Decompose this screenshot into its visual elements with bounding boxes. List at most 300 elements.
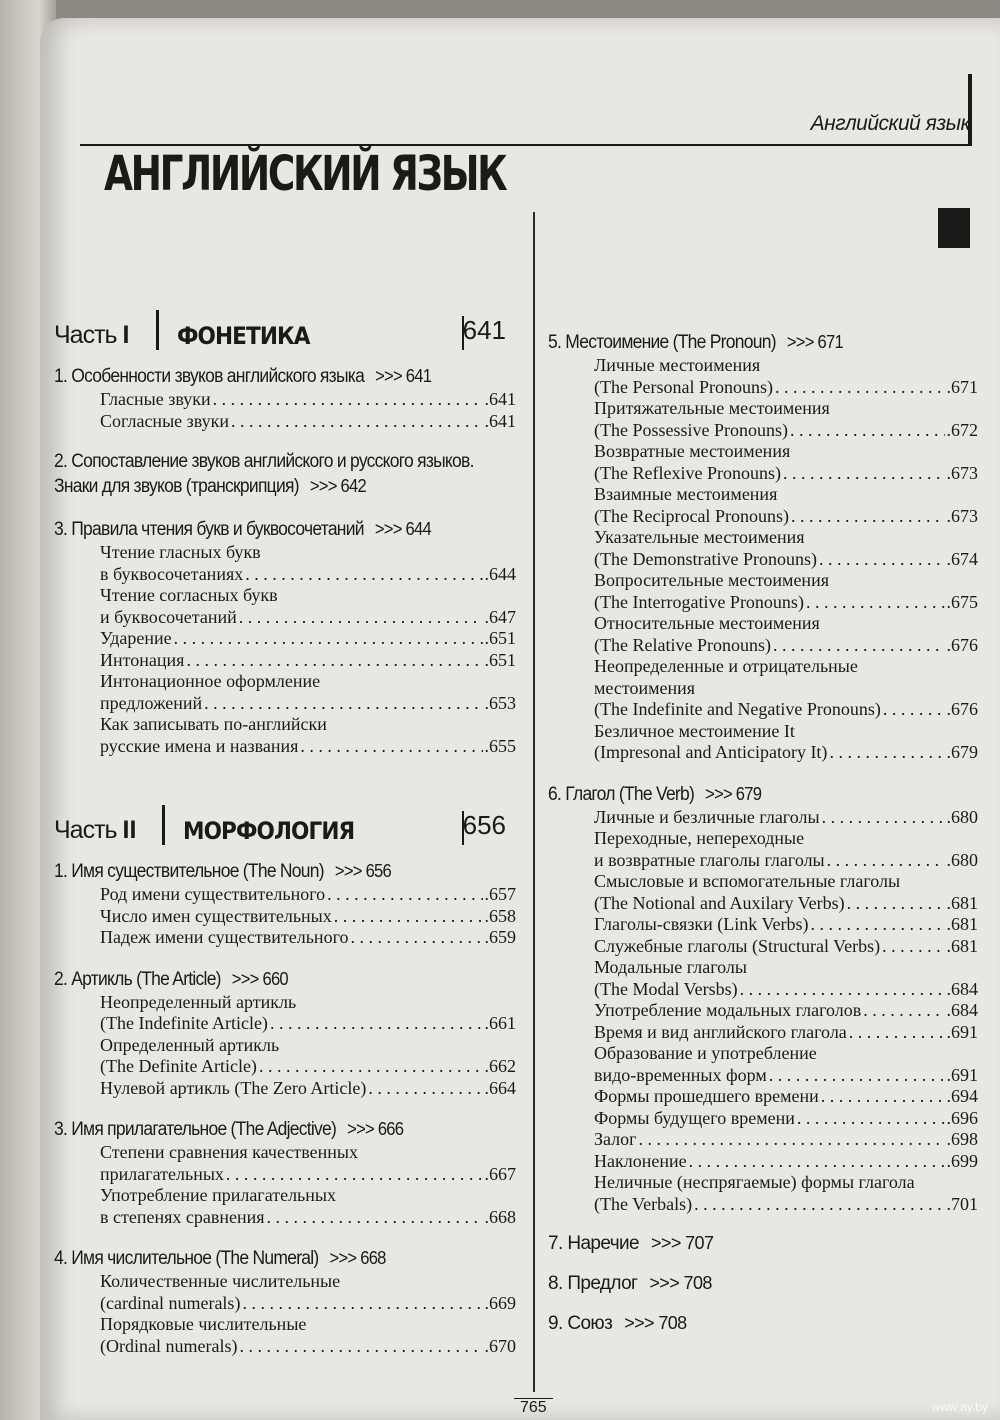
dot-leader <box>882 936 944 958</box>
entry-last-line <box>594 1194 978 1216</box>
entry-text: (The Reciprocal Pronouns) <box>594 505 789 526</box>
part-word: Часть <box>54 816 117 844</box>
simple-chapter <box>548 1233 978 1255</box>
entry-text: в буквосочетаниях <box>100 563 244 584</box>
entry-page: .647 <box>484 606 516 627</box>
entry-page: .679 <box>946 742 978 762</box>
entry-list <box>100 884 516 949</box>
part-divider <box>162 805 165 845</box>
entry-last-line <box>594 635 978 657</box>
toc-entry <box>594 1129 978 1151</box>
part-page: 641 <box>462 315 506 345</box>
toc-entry <box>100 1185 516 1228</box>
entry-page: .671 <box>946 376 978 397</box>
entry-text: (The Relative Pronouns) <box>594 634 771 655</box>
entry-list <box>594 355 978 764</box>
entry-page: .670 <box>484 1335 516 1356</box>
entry-text: Ударение <box>100 628 172 648</box>
toc-chapter <box>54 1246 516 1357</box>
dot-leader <box>883 699 945 721</box>
dot-leader <box>790 420 945 442</box>
entry-text: Безличное местоимение It <box>594 720 795 741</box>
entry-text: Образование и употребление <box>594 1043 817 1063</box>
dot-leader <box>242 1293 482 1315</box>
chapter-title <box>54 450 479 499</box>
dot-leader <box>270 1013 483 1035</box>
entry-page: .680 <box>946 806 978 827</box>
toc-entry <box>100 389 516 411</box>
entry-last-line <box>594 1022 978 1044</box>
chapter-title-text: 1. Особенности звуков английского языка <box>54 366 365 387</box>
entry-text: (The Definite Article) <box>100 1056 257 1076</box>
dot-leader <box>639 1129 945 1151</box>
entry-text: Определенный артикль <box>100 1034 280 1055</box>
dot-leader <box>186 650 482 672</box>
dot-leader <box>827 850 945 872</box>
chapter-page-ref: >>> 666 <box>347 1119 404 1139</box>
dot-leader <box>829 742 944 764</box>
entry-text: Личные и безличные глаголы <box>594 806 820 827</box>
entry-text: и возвратные глаголы глаголы <box>594 849 825 870</box>
entry-text: Порядковые числительные <box>100 1314 307 1334</box>
toc-entry <box>100 628 516 650</box>
part-heading <box>54 785 516 845</box>
dot-leader <box>740 979 945 1001</box>
toc-entry <box>100 1035 516 1078</box>
entry-text: Количественные числительные <box>100 1271 341 1291</box>
chapter-title <box>54 967 479 992</box>
toc-entry <box>100 884 516 906</box>
toc-entry <box>594 914 978 936</box>
toc-entry <box>100 1142 516 1185</box>
chapter-title <box>54 517 479 542</box>
toc-entry <box>594 957 978 1000</box>
dot-leader <box>797 1108 945 1130</box>
dot-leader <box>806 592 945 614</box>
entry-text: Залог <box>594 1129 637 1149</box>
column-divider <box>533 212 535 1392</box>
toc-entry <box>594 570 978 613</box>
entry-page: .658 <box>484 905 516 926</box>
entry-text: Относительные местоимения <box>594 613 820 633</box>
entry-list <box>100 389 516 432</box>
entry-list <box>100 992 516 1100</box>
entry-page: .681 <box>946 892 978 913</box>
chapter-title-text: 3. Имя прилагательное (The Adjective) <box>54 1119 337 1140</box>
toc-entry <box>594 1151 978 1173</box>
entry-page: .669 <box>484 1292 516 1313</box>
entry-text: Неопределенный артикль <box>100 991 297 1012</box>
dot-leader <box>174 628 483 650</box>
toc-chapter <box>54 1117 516 1228</box>
entry-text: (The Indefinite and Negative Pronouns) <box>594 699 881 719</box>
entry-text: (The Personal Pronouns) <box>594 376 773 397</box>
simple-chapter <box>548 1273 978 1295</box>
entry-page: .681 <box>946 935 978 956</box>
entry-page: .664 <box>484 1077 516 1098</box>
entry-page: .651 <box>484 649 516 670</box>
entry-page: .673 <box>946 462 978 483</box>
dot-leader <box>213 389 483 411</box>
toc-entry <box>594 721 978 764</box>
entry-last-line <box>100 693 516 715</box>
chapter-page-ref: >>> 708 <box>624 1313 687 1333</box>
dot-leader <box>847 893 945 915</box>
entry-page: .661 <box>484 1013 516 1033</box>
dot-leader <box>245 564 482 586</box>
entry-last-line <box>594 1129 978 1151</box>
entry-page: .673 <box>946 505 978 526</box>
entry-text: Согласные звуки <box>100 410 230 431</box>
dot-leader <box>819 549 945 571</box>
dot-leader <box>368 1078 482 1100</box>
entry-page: .696 <box>946 1107 978 1128</box>
chapter-title-text: 3. Правила чтения букв и буквосочетаний <box>54 519 364 540</box>
chapter-title <box>54 1117 479 1142</box>
part-title: ФОНЕТИКА <box>176 322 310 350</box>
entry-last-line <box>100 411 516 433</box>
entry-page: .681 <box>946 914 978 934</box>
part-page: 656 <box>462 810 506 840</box>
entry-page: .680 <box>946 849 978 870</box>
toc-chapter <box>548 782 978 1216</box>
chapter-title <box>54 859 479 884</box>
entry-page: .657 <box>484 884 516 904</box>
entry-page: .684 <box>946 1000 978 1020</box>
entry-last-line <box>100 1207 516 1229</box>
entry-text: Гласные звуки <box>100 389 211 409</box>
toc-entry <box>100 671 516 714</box>
entry-last-line <box>594 506 978 528</box>
toc-entry <box>594 828 978 871</box>
toc-entry <box>100 1078 516 1100</box>
entry-page: .674 <box>946 548 978 569</box>
toc-entry <box>594 1086 978 1108</box>
toc-entry <box>594 1043 978 1086</box>
dot-leader <box>775 377 945 399</box>
toc-left-column <box>54 290 516 1375</box>
part-number: II <box>122 816 137 844</box>
entry-page: .701 <box>946 1193 978 1214</box>
entry-text: и буквосочетаний <box>100 606 237 627</box>
dot-leader <box>821 1086 945 1108</box>
chapter-title <box>548 330 944 355</box>
chapter-page-ref: >>> 679 <box>705 783 762 804</box>
dot-leader <box>849 1022 945 1044</box>
entry-text: (Impresonal and Anticipatory It) <box>594 742 828 762</box>
entry-text: Употребление модальных глаголов <box>594 1000 862 1020</box>
dot-leader <box>783 463 945 485</box>
dot-leader <box>239 607 483 629</box>
dot-leader <box>791 506 945 528</box>
dot-leader <box>259 1056 483 1078</box>
toc-entry <box>100 411 516 433</box>
entry-page: .659 <box>484 927 516 947</box>
entry-text: Глаголы-связки (Link Verbs) <box>594 914 809 934</box>
chapter-page-ref: >>> 644 <box>374 519 431 539</box>
entry-list <box>100 542 516 757</box>
chapter-title <box>54 364 479 389</box>
dot-leader <box>773 635 945 657</box>
entry-text: Взаимные местоимения <box>594 484 778 504</box>
entry-last-line <box>594 742 978 764</box>
entry-list <box>100 1142 516 1228</box>
entry-text: Служебные глаголы (Structural Verbs) <box>594 935 881 956</box>
entry-text: (The Reflexive Pronouns) <box>594 462 781 483</box>
toc-entry <box>594 484 978 527</box>
dot-leader <box>689 1151 945 1173</box>
entry-text: (The Verbals) <box>594 1193 693 1214</box>
chapter-page-ref: >>> 707 <box>651 1233 714 1253</box>
entry-page: .651 <box>484 628 516 648</box>
entry-page: .675 <box>946 591 978 612</box>
chapter-title-text: 1. Имя существительное (The Noun) <box>54 861 324 882</box>
entry-last-line <box>594 699 978 721</box>
entry-text: прилагательных <box>100 1163 224 1184</box>
toc-entry <box>100 992 516 1035</box>
entry-last-line <box>100 389 516 411</box>
entry-page: .668 <box>484 1206 516 1227</box>
entry-text: Время и вид английского глагола <box>594 1021 847 1042</box>
entry-text: Употребление прилагательных <box>100 1185 336 1205</box>
entry-page: .684 <box>946 978 978 999</box>
entry-text: (The Possessive Pronouns) <box>594 419 788 440</box>
part-title: МОРФОЛОГИЯ <box>183 817 355 845</box>
chapter-title-text: 7. Наречие <box>548 1233 639 1254</box>
entry-page: .667 <box>484 1163 516 1184</box>
entry-page: .644 <box>484 563 516 584</box>
part-number: I <box>122 321 130 349</box>
entry-text: видо-временных форм <box>594 1064 767 1085</box>
toc-entry <box>594 398 978 441</box>
toc-entry <box>594 1108 978 1130</box>
toc-entry <box>594 1172 978 1215</box>
corner-marker <box>938 208 970 248</box>
entry-text: (The Notional and Auxilary Verbs) <box>594 892 845 913</box>
chapter-title <box>54 1246 479 1271</box>
entry-page: .676 <box>946 699 978 719</box>
toc-entry <box>594 1022 978 1044</box>
entry-last-line <box>594 592 978 614</box>
watermark: www.ay.by <box>931 1400 988 1414</box>
toc-entry <box>594 1000 978 1022</box>
entry-text: Модальные глаголы <box>594 957 747 977</box>
entry-page: .691 <box>946 1064 978 1085</box>
entry-page: .653 <box>484 692 516 713</box>
chapter-page-ref: >>> 671 <box>786 332 843 352</box>
entry-last-line <box>100 628 516 650</box>
entry-page: .694 <box>946 1086 978 1106</box>
part-divider <box>156 310 159 350</box>
toc-entry <box>100 714 516 757</box>
dot-leader <box>822 807 945 829</box>
toc-entry <box>100 585 516 628</box>
chapter-title-text: 8. Предлог <box>548 1273 638 1294</box>
entry-text: Наклонение <box>594 1150 687 1171</box>
entry-last-line <box>100 1164 516 1186</box>
entry-text: Степени сравнения качественных <box>100 1142 358 1162</box>
entry-text: Чтение согласных букв <box>100 585 278 605</box>
entry-last-line <box>594 979 978 1001</box>
entry-last-line <box>100 906 516 928</box>
entry-text: предложений <box>100 692 203 713</box>
entry-last-line <box>100 884 516 906</box>
toc-entry <box>594 527 978 570</box>
entry-last-line <box>594 1000 978 1022</box>
entry-last-line <box>100 1013 516 1035</box>
entry-text: Личные местоимения <box>594 355 761 375</box>
entry-last-line <box>100 564 516 586</box>
entry-text: русские имена и названия <box>100 735 299 756</box>
entry-text: (The Interrogative Pronouns) <box>594 591 804 612</box>
entry-text: Формы прошедшего времени <box>594 1086 819 1106</box>
entry-text: Возвратные местоимения <box>594 441 791 461</box>
chapter-page-ref: >>> 668 <box>329 1248 386 1268</box>
entry-last-line <box>594 807 978 829</box>
chapter-page-ref: >>> 656 <box>334 861 391 881</box>
dot-leader <box>204 693 482 715</box>
entry-text: Число имен существительных <box>100 905 332 926</box>
entry-last-line <box>100 1293 516 1315</box>
part-heading <box>54 290 516 350</box>
part-word: Часть <box>54 321 117 349</box>
chapter-page-ref: >>> 660 <box>231 968 288 989</box>
entry-list <box>100 1271 516 1357</box>
entry-page: .698 <box>946 1129 978 1149</box>
entry-last-line <box>594 893 978 915</box>
entry-text: Падеж имени существительного <box>100 927 349 947</box>
entry-text: Интонационное оформление <box>100 671 321 691</box>
part-chapters <box>54 859 516 1357</box>
chapter-page-ref: >>> 642 <box>309 476 366 496</box>
dot-leader <box>694 1194 944 1216</box>
entry-last-line <box>594 936 978 958</box>
toc-entry <box>100 542 516 585</box>
entry-text: в степенях сравнения <box>100 1206 265 1227</box>
entry-text: (The Demonstrative Pronouns) <box>594 548 817 569</box>
dot-leader <box>769 1065 945 1087</box>
dot-leader <box>334 906 483 928</box>
entry-last-line <box>100 607 516 629</box>
entry-page: .699 <box>946 1150 978 1171</box>
entry-text: Род имени существительного <box>100 884 326 904</box>
entry-last-line <box>594 463 978 485</box>
chapter-title-text: 4. Имя числительное (The Numeral) <box>54 1248 319 1269</box>
toc-entry <box>594 656 978 721</box>
entry-page: .676 <box>946 634 978 655</box>
entry-text: (The Modal Versbs) <box>594 978 738 999</box>
dot-leader <box>231 411 482 433</box>
simple-chapter <box>548 1313 978 1335</box>
entry-last-line <box>594 549 978 571</box>
toc-entry <box>100 650 516 672</box>
entry-list <box>594 807 978 1216</box>
page-number: 765 <box>514 1398 553 1417</box>
chapter-title-text: 2. Артикль (The Article) <box>54 968 221 990</box>
toc-entry <box>594 807 978 829</box>
toc-chapter <box>54 859 516 949</box>
entry-text: Как записывать по-английски <box>100 714 327 734</box>
toc-entry <box>100 1314 516 1357</box>
entry-text: (The Indefinite Article) <box>100 1013 268 1033</box>
toc-chapter <box>54 517 516 757</box>
entry-page: .691 <box>946 1021 978 1042</box>
toc-entry <box>594 613 978 656</box>
entry-last-line <box>100 1078 516 1100</box>
dot-leader <box>863 1000 944 1022</box>
entry-last-line <box>594 914 978 936</box>
dot-leader <box>810 914 944 936</box>
toc-entry <box>594 441 978 484</box>
entry-text: Формы будущего времени <box>594 1107 795 1128</box>
entry-text: местоимения <box>594 677 696 698</box>
entry-text: Нулевой артикль (The Zero Article) <box>100 1077 367 1098</box>
page-title: АНГЛИЙСКИЙ ЯЗЫК <box>104 146 506 202</box>
chapter-title-text: 9. Союз <box>548 1313 613 1334</box>
dot-leader <box>351 927 483 949</box>
dot-leader <box>300 736 482 758</box>
chapter-page-ref: >>> 708 <box>649 1273 712 1293</box>
running-head: Английский язык <box>810 112 970 135</box>
entry-page: .655 <box>484 735 516 756</box>
simple-chapters <box>548 1233 978 1335</box>
dot-leader <box>239 1336 482 1358</box>
toc-entry <box>100 1271 516 1314</box>
dot-leader <box>267 1207 483 1229</box>
toc-chapter <box>548 330 978 764</box>
entry-last-line <box>594 1065 978 1087</box>
entry-text: Смысловые и вспомогательные глаголы <box>594 871 901 891</box>
entry-last-line <box>594 1108 978 1130</box>
entry-text: (Ordinal numerals) <box>100 1335 238 1356</box>
toc-right-column <box>548 330 978 1353</box>
entry-text: Притяжательные местоимения <box>594 398 830 418</box>
toc-entry <box>100 906 516 928</box>
entry-last-line <box>100 927 516 949</box>
entry-page: .641 <box>484 389 516 409</box>
entry-text: Переходные, непереходные <box>594 828 805 848</box>
entry-last-line <box>100 1056 516 1078</box>
chapter-title-text: 2. Сопоставление звуков английского и русского языков. Знаки для звуков (транскрипция) <box>54 451 474 497</box>
entry-last-line <box>594 420 978 442</box>
entry-last-line <box>594 377 978 399</box>
entry-text: Неопределенные и отрицательные <box>594 656 858 676</box>
toc-entry <box>594 936 978 958</box>
entry-last-line <box>100 736 516 758</box>
entry-last-line <box>100 650 516 672</box>
chapter-title <box>548 782 944 807</box>
entry-page: .672 <box>946 419 978 440</box>
chapter-title-text: 6. Глагол (The Verb) <box>548 783 695 805</box>
entry-text: Указательные местоимения <box>594 527 805 547</box>
entry-page: .662 <box>484 1056 516 1076</box>
entry-last-line <box>594 850 978 872</box>
entry-last-line <box>100 1336 516 1358</box>
toc-entry <box>594 871 978 914</box>
dot-leader <box>226 1164 483 1186</box>
toc-entry <box>100 927 516 949</box>
chapter-page-ref: >>> 641 <box>375 366 432 386</box>
part-chapters <box>54 364 516 757</box>
entry-text: Неличные (неспрягаемые) формы глагола <box>594 1172 915 1192</box>
toc-entry <box>594 355 978 398</box>
chapter-title-text: 5. Местоимение (The Pronoun) <box>548 332 776 353</box>
entry-text: Чтение гласных букв <box>100 542 261 562</box>
entry-text: Вопросительные местоимения <box>594 570 829 590</box>
toc-chapter <box>54 967 516 1100</box>
entry-last-line <box>594 1086 978 1108</box>
toc-chapter <box>54 364 516 432</box>
